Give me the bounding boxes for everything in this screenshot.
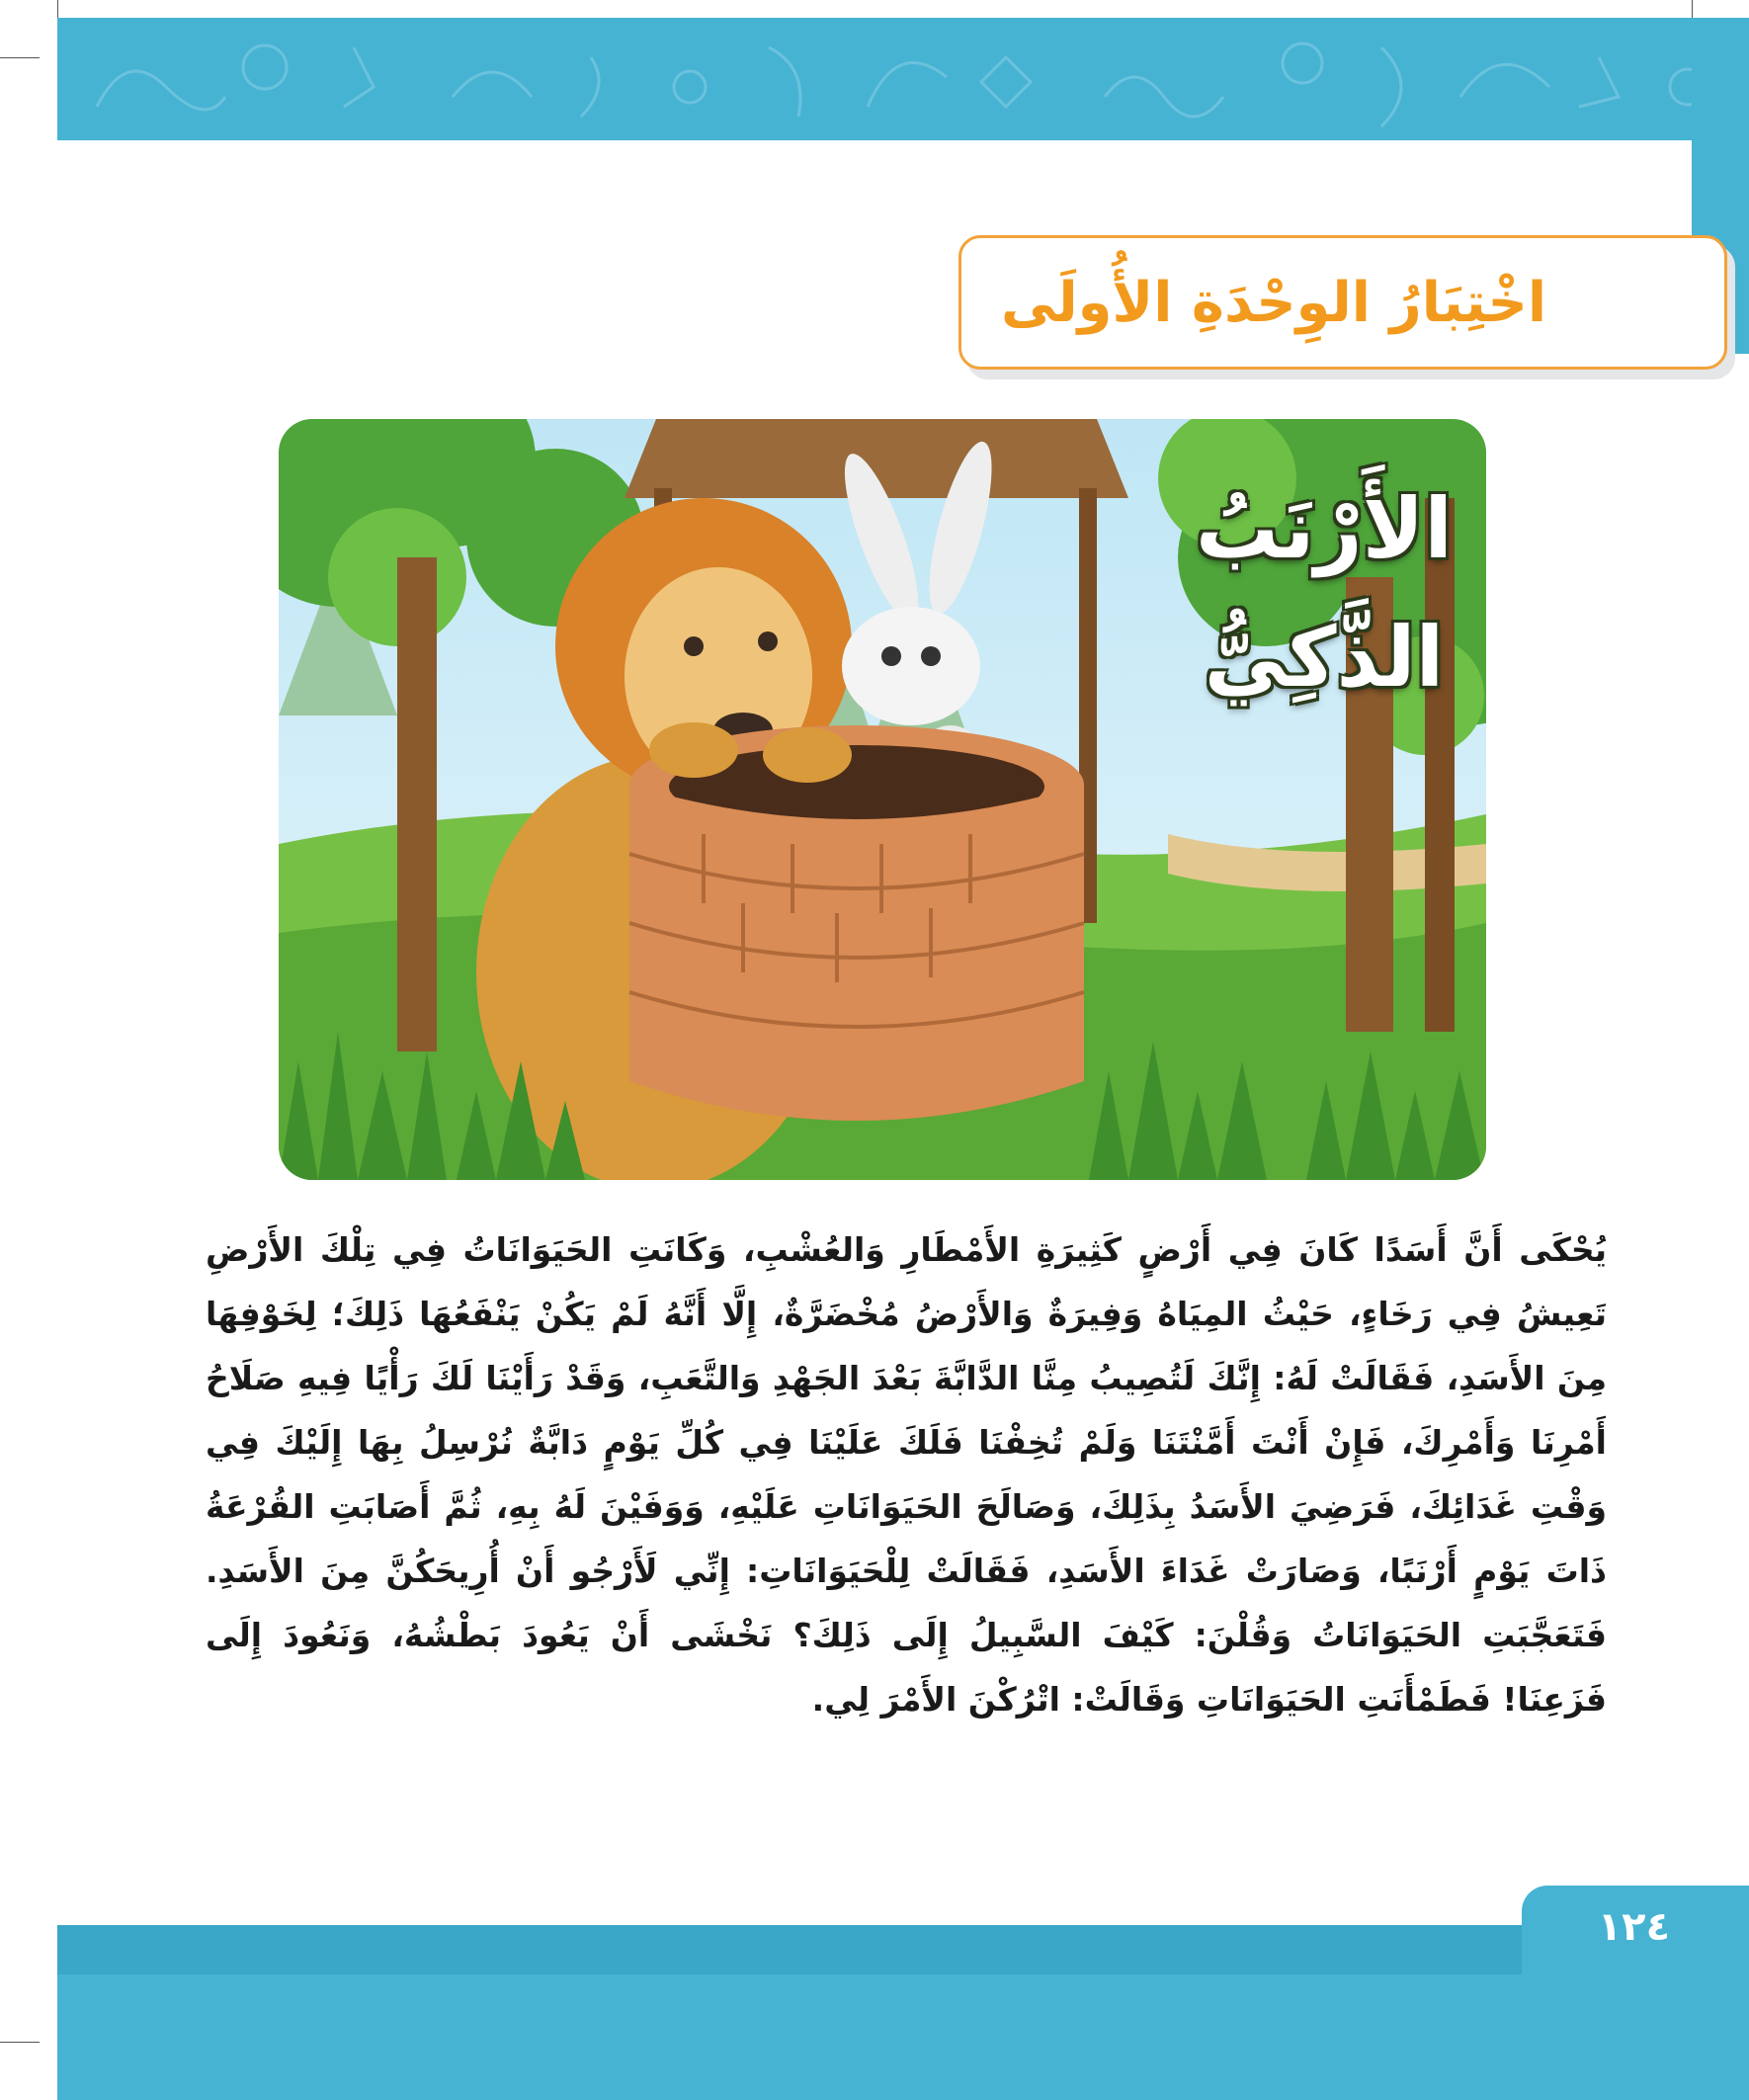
crop-mark [0,2042,40,2043]
bottom-banner [57,1925,1749,2100]
bottom-banner-stripe [57,1925,1749,1974]
unit-title-box [958,235,1727,370]
story-title-line1: الأَرْنَبُ [1195,480,1454,577]
story-title-line2: الذَّكِيُّ [1204,609,1445,706]
top-banner [57,18,1749,140]
banner-pattern [57,18,1749,140]
story-title [1186,464,1462,721]
crop-mark [0,57,40,58]
unit-title: اخْتِبَارُ الوِحْدَةِ الأُولَى [1001,270,1547,335]
page-number: ١٢٤ [1597,1904,1670,1950]
story-paragraph: يُحْكَى أَنَّ أَسَدًا كَانَ فِي أَرْضٍ كَثِيرَةِ الأَمْطَارِ وَالعُشْبِ، وَكَانَتِ الحَيَوَانَاتُ فِي تِلْكَ الأَرْضِ تَعِيشُ فِي رَخَاءٍ، حَيْثُ المِيَاهُ وَفِيرَةٌ وَالأَرْضُ مُخْضَرَّةٌ، إِلَّا أَنَّهُ لَمْ يَكُنْ يَنْفَعُهَا ذَلِكَ؛ لِخَوْفِهَا مِنَ الأَسَدِ، فَقَالَتْ لَهُ: إِنَّكَ لَتُصِيبُ مِنَّا الدَّابَّةَ بَعْدَ الجَهْدِ وَالتَّعَبِ، وَقَدْ رَأَيْنَا لَكَ رَأْيًا فِيهِ صَلَاحُ أَمْرِنَا وَأَمْرِكَ، فَإِنْ أَنْتَ أَمَّنْتَنَا وَلَمْ تُخِفْنَا فَلَكَ عَلَيْنَا فِي كُلِّ يَوْمٍ دَابَّةٌ نُرْسِلُ بِهَا إِلَيْكَ فِي وَقْتِ غَدَائِكَ، فَرَضِيَ الأَسَدُ بِذَلِكَ، وَصَالَحَ الحَيَوَانَاتِ عَلَيْهِ، وَوَفَيْنَ لَهُ بِهِ، ثُمَّ أَصَابَتِ القُرْعَةُ ذَاتَ يَوْمٍ أَرْنَبًا، وَصَارَتْ غَدَاءَ الأَسَدِ، فَقَالَتْ لِلْحَيَوَانَاتِ: إِنِّي لَأَرْجُو أَنْ أُرِيحَكُنَّ مِنَ الأَسَدِ. فَتَعَجَّبَتِ الحَيَوَانَاتُ وَقُلْنَ: كَيْفَ السَّبِيلُ إِلَى ذَلِكَ؟ نَخْشَى أَنْ يَعُودَ بَطْشُهُ، وَنَعُودَ إِلَى فَزَعِنَا! فَطَمْأَنَتِ الحَيَوَانَاتِ وَقَالَتْ: اتْرُكْنَ الأَمْرَ لِي. [206,1230,1607,1719]
